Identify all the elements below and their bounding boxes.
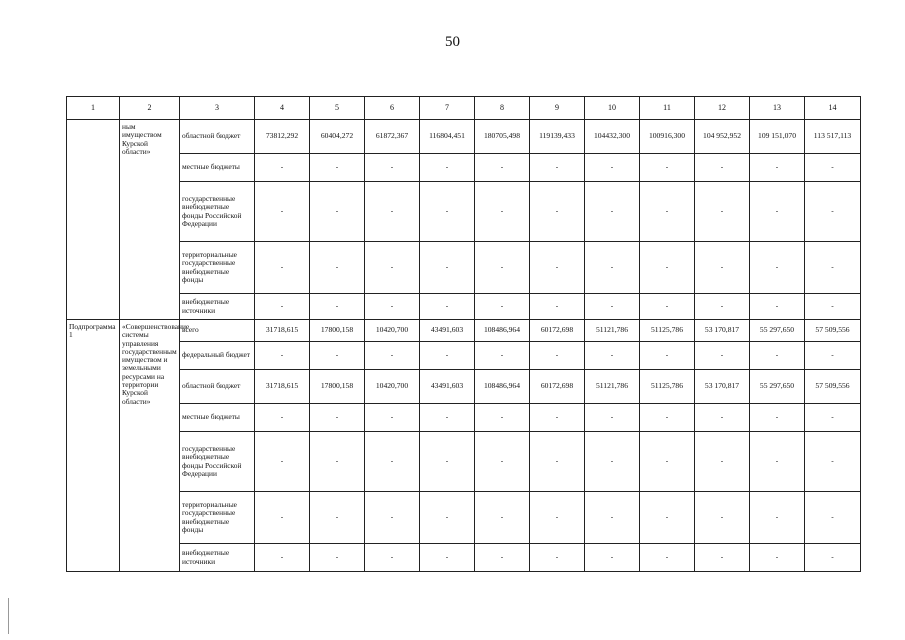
header-cell: 11 [640,97,695,120]
value-cell: - [310,154,365,182]
value-cell: - [530,432,585,492]
header-cell: 9 [530,97,585,120]
table-row [67,432,861,492]
header-row [67,97,861,120]
value-cell: - [530,154,585,182]
value-cell: 100916,300 [640,120,695,154]
value-cell: 180705,498 [475,120,530,154]
value-cell: - [585,432,640,492]
value-cell: - [805,432,861,492]
value-cell: - [695,294,750,320]
value-cell: - [585,544,640,572]
program-name-cell: «Совершенствование системы управления государственным имуществом и земельными ресурсами на территории Курской области» [120,320,180,572]
value-cell: - [640,432,695,492]
table-row [67,342,861,370]
value-cell: 108486,964 [475,370,530,404]
value-cell: 60404,272 [310,120,365,154]
program-name-cell: ным имуществом Курской области» [120,120,180,320]
value-cell: - [365,492,420,544]
value-cell: - [530,404,585,432]
header-cell: 3 [180,97,255,120]
table-row [67,320,861,342]
value-cell: - [365,342,420,370]
value-cell: - [530,544,585,572]
value-cell: - [420,154,475,182]
table-row [67,182,861,242]
subprogram-cell: Подпрограмма 1 [67,320,120,572]
funding-source-cell: государственные внебюджетные фонды Российской Федерации [180,432,255,492]
value-cell: 60172,698 [530,320,585,342]
value-cell: - [640,342,695,370]
value-cell: - [255,294,310,320]
value-cell: - [255,492,310,544]
funding-source-cell: областной бюджет [180,120,255,154]
value-cell: - [585,242,640,294]
value-cell: - [585,342,640,370]
value-cell: - [365,432,420,492]
value-cell: 57 509,556 [805,320,861,342]
funding-source-cell: территориальные государственные внебюджетные фонды [180,242,255,294]
funding-source-cell: внебюджетные источники [180,294,255,320]
header-cell: 7 [420,97,475,120]
value-cell: - [695,154,750,182]
value-cell: 43491,603 [420,320,475,342]
value-cell: - [420,294,475,320]
header-cell: 6 [365,97,420,120]
table-row [67,242,861,294]
value-cell: 53 170,817 [695,370,750,404]
value-cell: 113 517,113 [805,120,861,154]
value-cell: 104432,300 [585,120,640,154]
value-cell: 57 509,556 [805,370,861,404]
value-cell: - [750,492,805,544]
value-cell: 17800,158 [310,320,365,342]
funding-source-cell: областной бюджет [180,370,255,404]
value-cell: - [255,544,310,572]
subprogram-cell [67,120,120,320]
value-cell: - [640,182,695,242]
value-cell: 55 297,650 [750,370,805,404]
value-cell: - [640,492,695,544]
value-cell: 43491,603 [420,370,475,404]
value-cell: - [475,182,530,242]
value-cell: - [640,294,695,320]
value-cell: - [365,544,420,572]
value-cell: - [585,294,640,320]
funding-source-cell: местные бюджеты [180,154,255,182]
value-cell: - [475,154,530,182]
value-cell: - [695,544,750,572]
value-cell: - [695,182,750,242]
value-cell: - [530,492,585,544]
value-cell: - [475,242,530,294]
value-cell: - [640,242,695,294]
value-cell: - [750,154,805,182]
budget-table [66,96,861,572]
value-cell: - [805,242,861,294]
header-cell: 13 [750,97,805,120]
value-cell: - [750,294,805,320]
value-cell: - [310,492,365,544]
value-cell: - [750,432,805,492]
value-cell: - [310,432,365,492]
value-cell: - [255,154,310,182]
value-cell: 53 170,817 [695,320,750,342]
page-number: 50 [445,34,460,50]
value-cell: - [750,342,805,370]
value-cell: 108486,964 [475,320,530,342]
value-cell: - [805,182,861,242]
value-cell: - [475,432,530,492]
value-cell: - [530,242,585,294]
value-cell: 61872,367 [365,120,420,154]
value-cell: - [475,404,530,432]
value-cell: - [420,432,475,492]
funding-source-cell: территориальные государственные внебюджетные фонды [180,492,255,544]
value-cell: 51125,786 [640,320,695,342]
value-cell: - [640,404,695,432]
header-cell: 8 [475,97,530,120]
value-cell: - [585,182,640,242]
value-cell: - [585,492,640,544]
value-cell: - [420,544,475,572]
value-cell: - [805,492,861,544]
value-cell: - [475,544,530,572]
table-row [67,370,861,404]
header-cell: 4 [255,97,310,120]
value-cell: - [365,154,420,182]
value-cell: - [420,342,475,370]
value-cell: - [310,404,365,432]
margin-mark [8,598,9,634]
header-cell: 5 [310,97,365,120]
value-cell: 116804,451 [420,120,475,154]
value-cell: - [805,404,861,432]
value-cell: - [365,404,420,432]
value-cell: - [750,544,805,572]
value-cell: 31718,615 [255,320,310,342]
header-cell: 10 [585,97,640,120]
value-cell: - [365,294,420,320]
value-cell: - [475,492,530,544]
value-cell: 109 151,070 [750,120,805,154]
funding-source-cell: государственные внебюджетные фонды Российской Федерации [180,182,255,242]
value-cell: 51121,786 [585,320,640,342]
value-cell: - [420,492,475,544]
value-cell: 73812,292 [255,120,310,154]
value-cell: - [695,492,750,544]
value-cell: - [695,432,750,492]
value-cell: - [585,154,640,182]
value-cell: - [310,342,365,370]
header-cell: 1 [67,97,120,120]
value-cell: - [640,154,695,182]
value-cell: - [750,182,805,242]
value-cell: - [420,242,475,294]
value-cell: 31718,615 [255,370,310,404]
value-cell: - [310,242,365,294]
value-cell: 104 952,952 [695,120,750,154]
funding-source-cell: внебюджетные источники [180,544,255,572]
value-cell: - [310,294,365,320]
table-row [67,404,861,432]
value-cell: - [365,242,420,294]
value-cell: - [255,242,310,294]
value-cell: 60172,698 [530,370,585,404]
table-row [67,544,861,572]
header-cell: 14 [805,97,861,120]
value-cell: - [750,242,805,294]
value-cell: - [530,342,585,370]
value-cell: - [310,182,365,242]
table-row [67,294,861,320]
value-cell: - [365,182,420,242]
header-cell: 2 [120,97,180,120]
header-cell: 12 [695,97,750,120]
value-cell: - [255,342,310,370]
value-cell: 119139,433 [530,120,585,154]
table-row [67,154,861,182]
value-cell: - [310,544,365,572]
value-cell: - [475,342,530,370]
value-cell: 51125,786 [640,370,695,404]
value-cell: 10420,700 [365,320,420,342]
value-cell: - [420,404,475,432]
value-cell: 55 297,650 [750,320,805,342]
value-cell: - [530,182,585,242]
value-cell: - [640,544,695,572]
value-cell: 17800,158 [310,370,365,404]
value-cell: - [255,182,310,242]
value-cell: - [695,342,750,370]
value-cell: - [695,242,750,294]
value-cell: - [805,154,861,182]
value-cell: - [255,404,310,432]
value-cell: - [420,182,475,242]
value-cell: - [255,432,310,492]
funding-source-cell: федеральный бюджет [180,342,255,370]
value-cell: - [805,294,861,320]
value-cell: - [695,404,750,432]
funding-source-cell: местные бюджеты [180,404,255,432]
value-cell: - [805,544,861,572]
table-row [67,120,861,154]
value-cell: 51121,786 [585,370,640,404]
value-cell: - [585,404,640,432]
value-cell: - [530,294,585,320]
value-cell: - [805,342,861,370]
value-cell: - [750,404,805,432]
value-cell: 10420,700 [365,370,420,404]
funding-source-cell: всего [180,320,255,342]
table-row [67,492,861,544]
value-cell: - [475,294,530,320]
